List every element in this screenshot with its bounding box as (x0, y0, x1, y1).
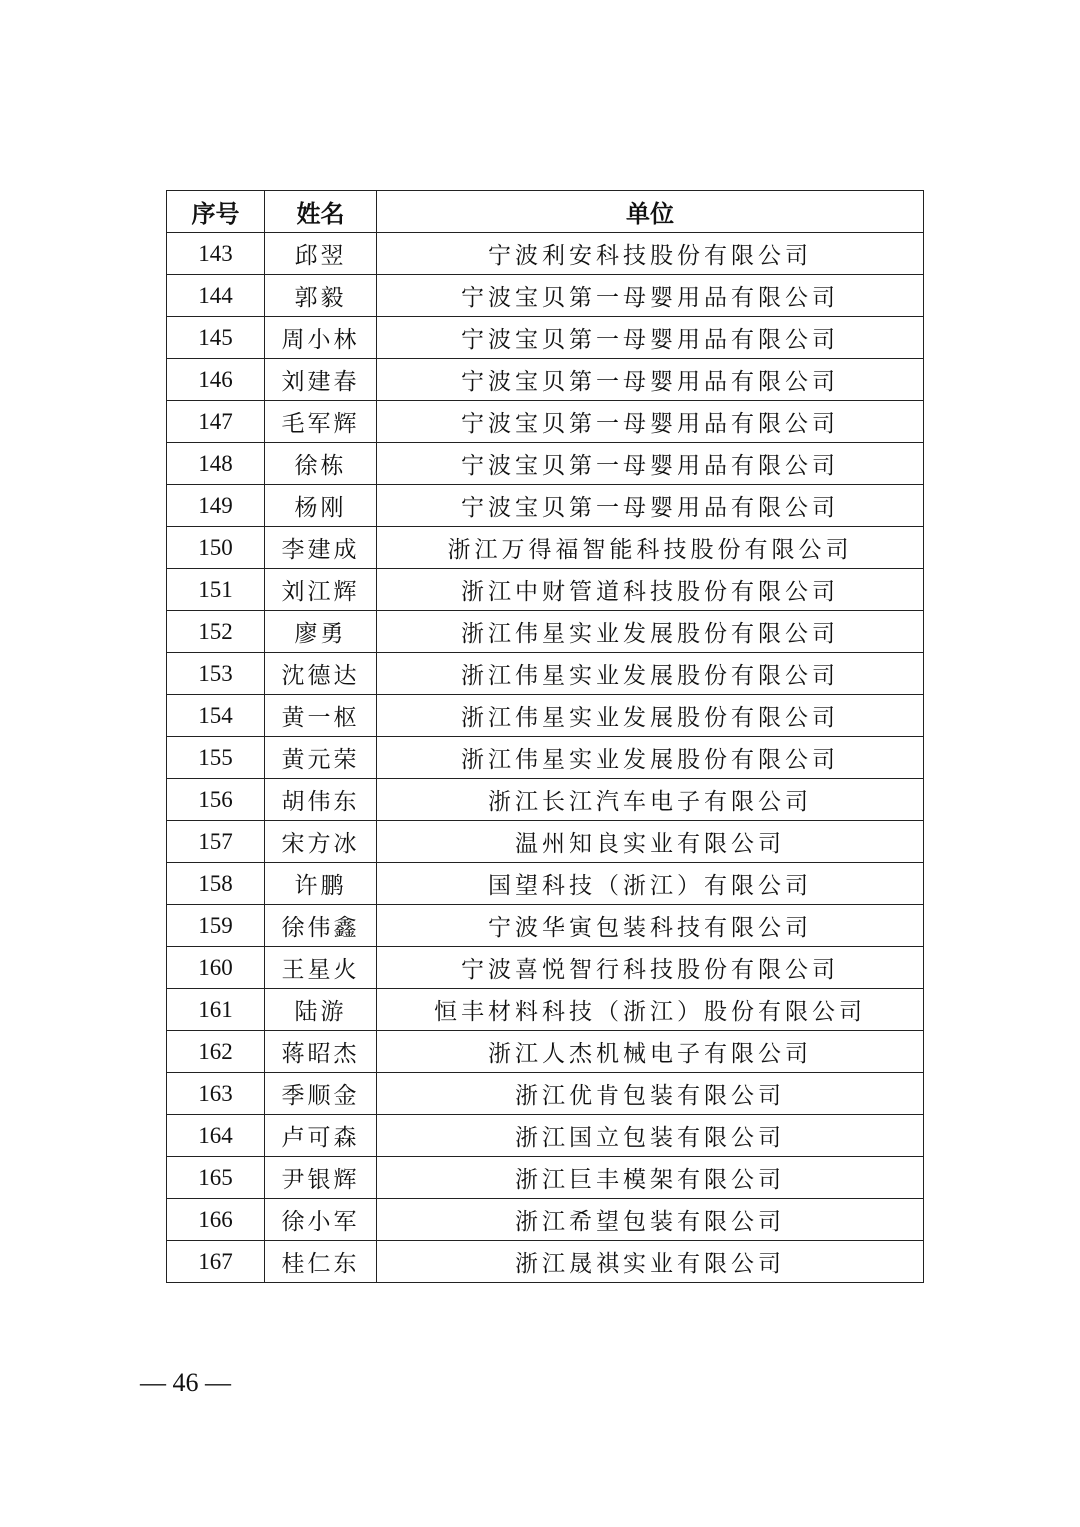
person-name-cell: 桂仁东 (265, 1241, 377, 1283)
organization-cell: 浙江长江汽车电子有限公司 (377, 779, 924, 821)
table-row (167, 485, 924, 527)
serial-number-cell: 165 (167, 1157, 265, 1199)
table-row (167, 275, 924, 317)
person-name-cell: 胡伟东 (265, 779, 377, 821)
organization-cell: 浙江国立包装有限公司 (377, 1115, 924, 1157)
serial-number-cell: 164 (167, 1115, 265, 1157)
organization-cell: 宁波宝贝第一母婴用品有限公司 (377, 317, 924, 359)
organization-cell: 宁波喜悦智行科技股份有限公司 (377, 947, 924, 989)
organization-cell: 温州知良实业有限公司 (377, 821, 924, 863)
table-row (167, 1031, 924, 1073)
person-name-cell: 宋方冰 (265, 821, 377, 863)
organization-cell: 浙江万得福智能科技股份有限公司 (377, 527, 924, 569)
person-name-cell: 徐栋 (265, 443, 377, 485)
table-row (167, 863, 924, 905)
table-row (167, 1241, 924, 1283)
organization-cell: 浙江伟星实业发展股份有限公司 (377, 737, 924, 779)
table-row (167, 443, 924, 485)
organization-cell: 浙江伟星实业发展股份有限公司 (377, 695, 924, 737)
person-name-cell: 李建成 (265, 527, 377, 569)
table-row (167, 989, 924, 1031)
organization-cell: 宁波华寅包装科技有限公司 (377, 905, 924, 947)
person-name-cell: 黄元荣 (265, 737, 377, 779)
person-name-cell: 黄一枢 (265, 695, 377, 737)
serial-number-cell: 154 (167, 695, 265, 737)
organization-cell: 宁波宝贝第一母婴用品有限公司 (377, 443, 924, 485)
serial-number-cell: 162 (167, 1031, 265, 1073)
serial-number-cell: 150 (167, 527, 265, 569)
organization-cell: 浙江优肯包装有限公司 (377, 1073, 924, 1115)
person-name-cell: 徐小军 (265, 1199, 377, 1241)
organization-cell: 浙江巨丰模架有限公司 (377, 1157, 924, 1199)
table-row (167, 1157, 924, 1199)
table-row (167, 359, 924, 401)
person-name-cell: 尹银辉 (265, 1157, 377, 1199)
serial-number-cell: 167 (167, 1241, 265, 1283)
person-name-cell: 郭毅 (265, 275, 377, 317)
table-row (167, 821, 924, 863)
table-row (167, 1199, 924, 1241)
roster-table (166, 190, 924, 1283)
person-name-cell: 陆游 (265, 989, 377, 1031)
serial-number-cell: 147 (167, 401, 265, 443)
organization-cell: 浙江人杰机械电子有限公司 (377, 1031, 924, 1073)
table-row (167, 1073, 924, 1115)
person-name-cell: 沈德达 (265, 653, 377, 695)
serial-number-cell: 148 (167, 443, 265, 485)
serial-number-cell: 145 (167, 317, 265, 359)
person-name-cell: 刘建春 (265, 359, 377, 401)
serial-number-cell: 156 (167, 779, 265, 821)
person-name-cell: 徐伟鑫 (265, 905, 377, 947)
organization-cell: 宁波宝贝第一母婴用品有限公司 (377, 359, 924, 401)
serial-number-cell: 159 (167, 905, 265, 947)
person-name-cell: 刘江辉 (265, 569, 377, 611)
table-row (167, 611, 924, 653)
person-name-cell: 王星火 (265, 947, 377, 989)
organization-cell: 浙江希望包装有限公司 (377, 1199, 924, 1241)
organization-cell: 宁波利安科技股份有限公司 (377, 233, 924, 275)
table-header-row (167, 191, 924, 233)
serial-number-cell: 153 (167, 653, 265, 695)
serial-number-cell: 152 (167, 611, 265, 653)
organization-cell: 浙江中财管道科技股份有限公司 (377, 569, 924, 611)
organization-cell: 恒丰材料科技（浙江）股份有限公司 (377, 989, 924, 1031)
person-name-cell: 卢可森 (265, 1115, 377, 1157)
table-row (167, 905, 924, 947)
organization-cell: 国望科技（浙江）有限公司 (377, 863, 924, 905)
serial-number-cell: 146 (167, 359, 265, 401)
person-name-cell: 杨刚 (265, 485, 377, 527)
serial-number-cell: 155 (167, 737, 265, 779)
person-name-cell: 许鹏 (265, 863, 377, 905)
table-row (167, 695, 924, 737)
table-row (167, 401, 924, 443)
organization-cell: 宁波宝贝第一母婴用品有限公司 (377, 401, 924, 443)
table-row (167, 779, 924, 821)
person-name-cell: 季顺金 (265, 1073, 377, 1115)
serial-number-cell: 160 (167, 947, 265, 989)
serial-number-cell: 166 (167, 1199, 265, 1241)
person-name-cell: 蒋昭杰 (265, 1031, 377, 1073)
table-row (167, 1115, 924, 1157)
header-organization: 单位 (377, 191, 924, 233)
serial-number-cell: 144 (167, 275, 265, 317)
table-row (167, 737, 924, 779)
person-name-cell: 毛军辉 (265, 401, 377, 443)
person-name-cell: 廖勇 (265, 611, 377, 653)
person-name-cell: 周小林 (265, 317, 377, 359)
header-name: 姓名 (265, 191, 377, 233)
table-row (167, 947, 924, 989)
table-row (167, 233, 924, 275)
page-number: — 46 — (140, 1368, 231, 1397)
table-row (167, 527, 924, 569)
organization-cell: 浙江伟星实业发展股份有限公司 (377, 611, 924, 653)
serial-number-cell: 143 (167, 233, 265, 275)
serial-number-cell: 149 (167, 485, 265, 527)
serial-number-cell: 157 (167, 821, 265, 863)
person-name-cell: 邱翌 (265, 233, 377, 275)
header-serial-number: 序号 (167, 191, 265, 233)
organization-cell: 宁波宝贝第一母婴用品有限公司 (377, 485, 924, 527)
table-body (167, 233, 924, 1283)
organization-cell: 宁波宝贝第一母婴用品有限公司 (377, 275, 924, 317)
table-row (167, 569, 924, 611)
serial-number-cell: 151 (167, 569, 265, 611)
organization-cell: 浙江伟星实业发展股份有限公司 (377, 653, 924, 695)
serial-number-cell: 161 (167, 989, 265, 1031)
table-row (167, 653, 924, 695)
table-row (167, 317, 924, 359)
organization-cell: 浙江晟祺实业有限公司 (377, 1241, 924, 1283)
serial-number-cell: 163 (167, 1073, 265, 1115)
serial-number-cell: 158 (167, 863, 265, 905)
